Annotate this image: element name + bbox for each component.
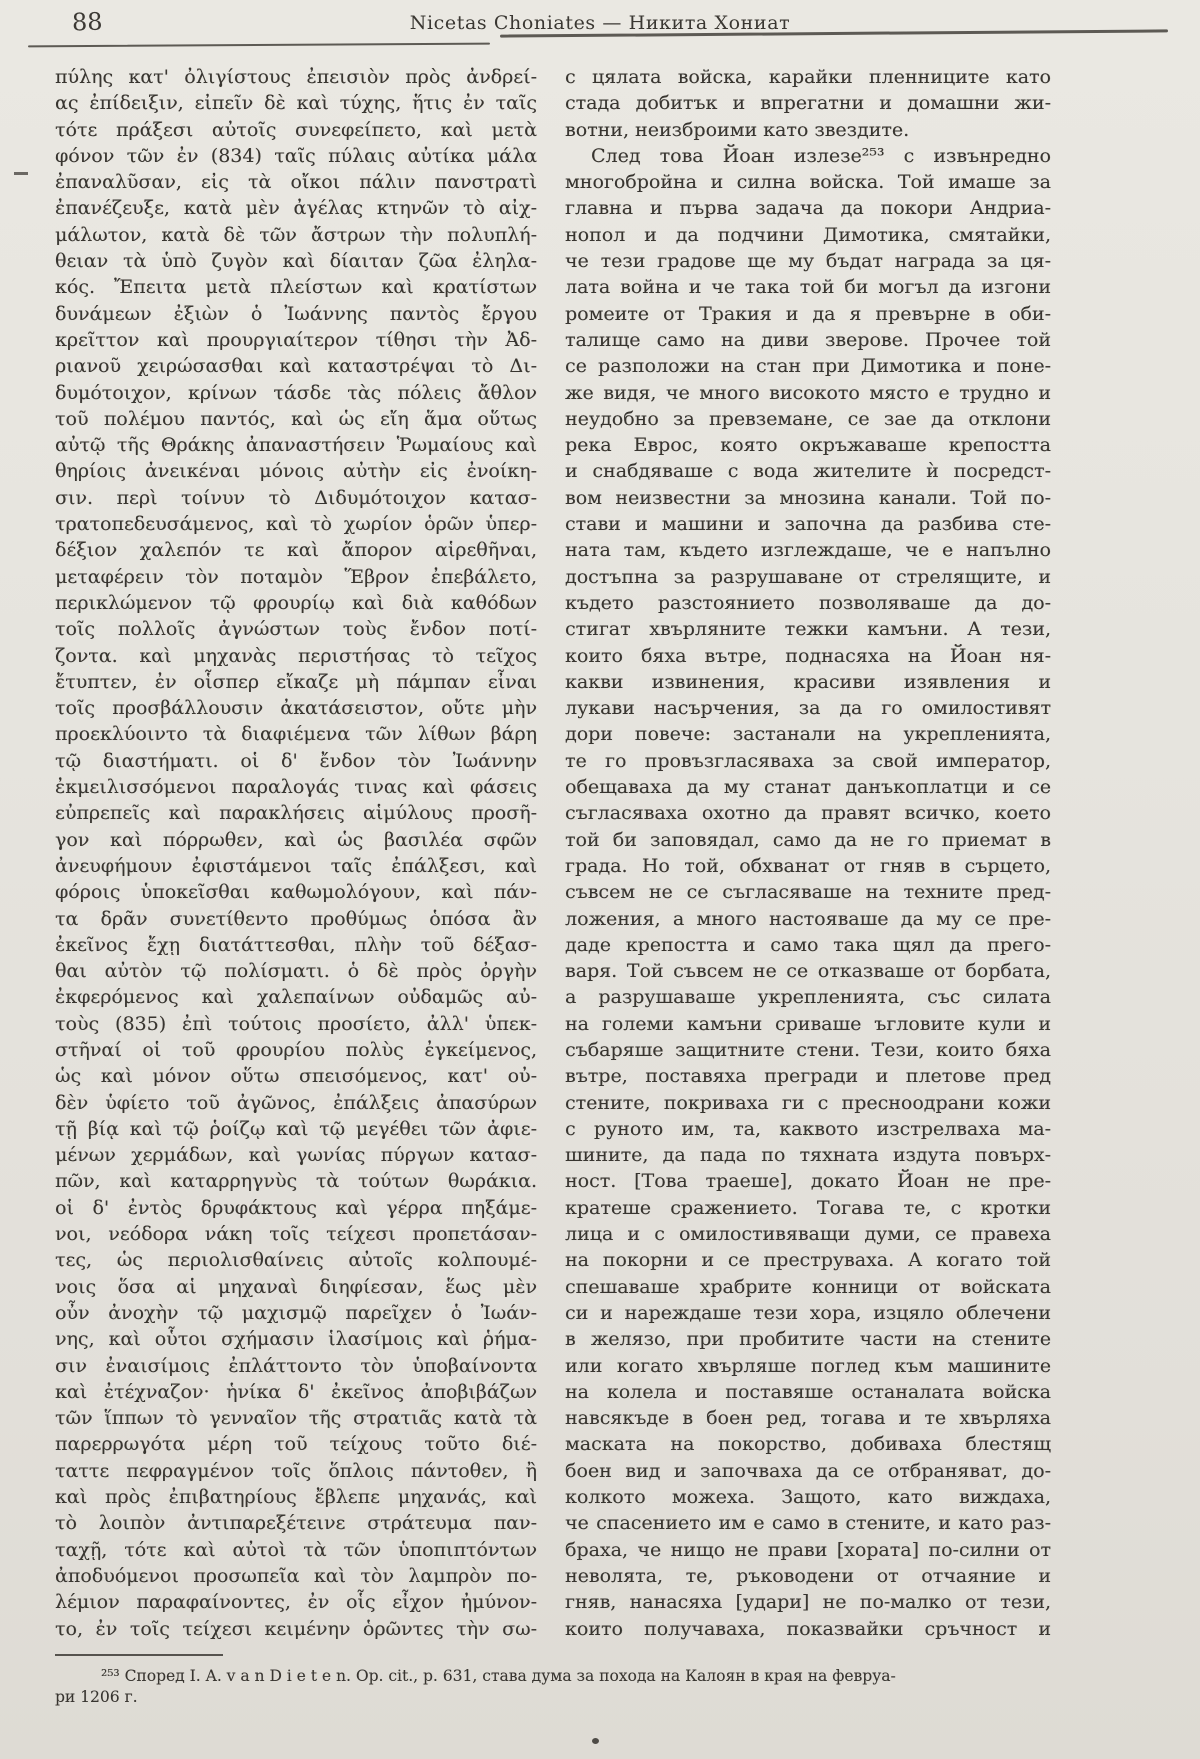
text-line: γον καὶ πόρρωθεν, καὶ ὡς βασιλέα σφῶν [55,828,537,851]
text-line: ταττε πεφραγμένον τοῖς ὅπλοις πάντοθεν, ἢ [55,1459,537,1482]
text-line: θηρίοις ἀνεικέναι μόνοις αὐτὴν εἰς ἐνοίκη- [55,460,537,483]
text-line: събаряше защитните стени. Тези, които бяха [565,1038,1051,1061]
text-line: παρερρωγότα μέρη τοῦ τείχους τοῦτο διέ- [55,1433,537,1456]
text-line: които бяха вътре, поднасяха на Йоан ня- [565,644,1051,667]
text-line: ριανοῦ χειρώσασθαι καὶ καταστρέψαι τὸ Δι- [55,355,537,378]
text-line: неудобно за превземане, се зае да отклони [565,407,1051,430]
text-line: вътре, поставяха прегради и плетове пред [565,1065,1051,1088]
text-line: ἀποδυόμενοι προσωπεῖα καὶ τὸν λαμπρὸν πο- [55,1564,537,1587]
text-line: в желязо, при пробитите части на стените [565,1328,1051,1351]
text-line: καὶ ἐτέχναζον· ἡνίκα δ' ἐκεῖνος ἀποβιβάζων [55,1380,537,1403]
text-line: δέξιον χαλεπόν τε καὶ ἄπορον αἱρεθῆναι, [55,539,537,562]
text-line: στῆναί οἱ τοῦ φρουρίου πολὺς ἐγκείμενος, [55,1038,537,1061]
text-line: ри 1206 г. [55,1688,138,1706]
text-line: си и нареждаше тези хора, изцяло облечени [565,1301,1051,1324]
text-line: стигат хвърляните тежки камъни. А тези, [565,618,1051,641]
text-line: οἱ δ' ἐντὸς δρυφάκτους καὶ γέρρα πηξάμε- [55,1196,537,1219]
text-line: τοῖς πολλοῖς ἀγνώστων τοὺς ἔνδον ποτί- [55,618,537,641]
text-line: кратеше сражението. Тогава те, с кротки [565,1196,1051,1219]
text-line: δὲν ὑφίετο τοῦ ἀγῶνος, ἐπάλξεις ἀπασύρων [55,1091,537,1114]
text-line: лата война и че така той би могъл да изгони [565,276,1051,299]
margin-dash-mark [14,172,28,175]
text-line: αὐτῷ τῆς Θράκης ἀπαναστήσειν Ῥωμαίους καὶ [55,434,537,457]
text-line: достъпна за разрушаване от стрелящите, и [565,565,1051,588]
text-line: νοι, νεόδορα νάκη τοῖς τείχεσι προπετάσαν- [55,1223,537,1246]
text-line: които получаваха, показвайки сръчност и [565,1617,1051,1640]
text-line: μένων χερμάδων, καὶ γωνίας πύργων κατασ- [55,1144,537,1167]
text-line: ромеите от Тракия и да я превърне в оби- [565,302,1051,325]
text-columns [55,64,1051,1642]
header-title: Nicetas Choniates — Никита Хониат [409,12,791,34]
text-line: и снабдяваше с вода жителите ѝ посредст- [565,460,1051,483]
page-number: 88 [71,7,104,37]
text-line: браха, че нищо не прави [хората] по-силни от [565,1538,1051,1561]
text-line: ложения, а много настояваше да му се пре- [565,907,1051,930]
text-line: че спасението им е само в стените, и като раз- [565,1512,1051,1535]
text-line: река Еврос, която окръжаваше крепостта [565,434,1051,457]
text-line: σιν ἐναισίμοις ἐπλάττοντο τὸν ὑποβαίνοντα [55,1354,537,1377]
text-line: даде крепостта и само така щял да прего- [565,933,1051,956]
text-line: маската на покорство, добиваха блестящ [565,1433,1051,1456]
greek-column [55,64,537,1642]
text-line: κρεῖττον καὶ προυργιαίτερον τίθησι τὴν Ἀδ- [55,328,537,351]
text-line: μάλωτον, κατὰ δὲ τῶν ἄστρων τὴν πολυπλή- [55,223,537,246]
text-line: шините, да пада по тяхната издута повърх- [565,1144,1051,1167]
text-line: же видя, че много високото място е трудно и [565,381,1051,404]
text-line: ἐπανέζευξε, κατὰ μὲν ἀγέλας κτηνῶν τὸ αἰχ- [55,197,537,220]
text-line: τῶν ἵππων τὸ γενναῖον τῆς στρατιᾶς κατὰ τὰ [55,1407,537,1430]
text-line: че тези градове ще му бъдат награда за ця- [565,250,1051,273]
text-line: града. Но той, обхванат от гняв в сърцето, [565,854,1051,877]
text-line: неволята, те, ръководени от отчаяние и [565,1564,1051,1587]
text-line: τῇ βίᾳ καὶ τῷ ῥοίζῳ καὶ τῷ μεγέθει τῶν ἀφιε- [55,1117,537,1140]
text-line: съгласяваха охотно да правят всичко, което [565,802,1051,825]
text-line: или когато хвърляше поглед към машините [565,1354,1051,1377]
text-line: а разрушаваше укрепленията, със силата [565,986,1051,1009]
text-line: λέμιον παραφαίνοντες, ἐν οἷς εἶχον ἠμύνον- [55,1591,537,1614]
text-line: обещаваха да му станат данъкоплатци и се [565,776,1051,799]
text-line: гняв, нанасяха [удари] не по-малко от тези, [565,1591,1051,1614]
text-line: φόροις ὑποκεῖσθαι καθωμολόγουν, καὶ πάν- [55,881,537,904]
text-line: с руното им, та, каквото изстрелваха ма- [565,1117,1051,1140]
text-line: какви извинения, красиви изявления и [565,670,1051,693]
text-line: θειαν τὰ ὑπὸ ζυγὸν καὶ δίαιταν ζῶα ἐληλα- [55,250,537,273]
text-line: лица и с омилостивяващи думи, се правеха [565,1223,1051,1246]
text-line: ²⁵³ Според I. A. v a n D i e t e n. Op. cit., p. 631, става дума за похода на Калоян в края на февруа- [101,1667,896,1685]
text-line: навсякъде в боен ред, тогава и те хвърляха [565,1407,1051,1430]
text-line: θαι αὐτὸν τῷ πολίσματι. ὁ δὲ πρὸς ὀργὴν [55,960,537,983]
text-line: τοῖς προσβάλλουσιν ἀκατάσειστον, οὔτε μὴν [55,697,537,720]
header-rule-left [28,43,490,48]
bottom-ornament-dot [592,1738,599,1744]
text-line: стада добитък и впрегатни и домашни жи- [565,92,1051,115]
text-line: лукави насърчения, за да го омилостивят [565,697,1051,720]
text-line: дори повече: застанали на укрепленията, [565,723,1051,746]
text-line: ἀνευφήμουν ἐφιστάμενοι ταῖς ἐπάλξεσι, καὶ [55,854,537,877]
bulgarian-column [565,64,1051,1642]
text-line: εὐπρεπεῖς καὶ παρακλήσεις αἱμύλους προσῆ- [55,802,537,825]
text-line: τῷ διαστήματι. οἱ δ' ἔνδον τὸν Ἰωάννην [55,749,537,772]
footnote-separator [55,1654,223,1656]
text-line: φόνον τῶν ἐν (834) ταῖς πύλαις αὐτίκα μάλα [55,144,537,167]
text-line: ας ἐπίδειξιν, εἰπεῖν δὲ καὶ τύχης, ἥτις ἐν ταῖς [55,92,537,115]
text-line: νοις ὅσα αἱ μηχαναὶ διηφίεσαν, ἕως μὲν [55,1275,537,1298]
text-line: спешаваше храбрите конници от войската [565,1275,1051,1298]
text-line: ἐκεῖνος ἔχῃ διατάττεσθαι, πλὴν τοῦ δέξασ- [55,933,537,956]
text-line: се разположи на стан при Димотика и поне- [565,355,1051,378]
text-line: главна и първа задача да покори Андриа- [565,197,1051,220]
text-line: ζοντα. καὶ μηχανὰς περιστήσας τὸ τεῖχος [55,644,537,667]
text-line: вотни, неизброими като звездите. [565,118,910,141]
text-line: ὡς καὶ μόνον οὕτω σπεισόμενος, κατ' οὐ- [55,1065,537,1088]
text-line: το, ἐν τοῖς τείχεσι κειμένην ὁρῶντες τὴν σω- [55,1617,537,1640]
text-line: След това Йоан излезе²⁵³ с извънредно [591,144,1051,167]
text-line: където разстоянието позволяваше да до- [565,591,1051,614]
text-line: τοὺς (835) ἐπὶ τούτοις προσίετο, ἀλλ' ὑπεκ- [55,1012,537,1035]
text-line: τοῦ πολέμου παντός, καὶ ὡς εἴη ἅμα οὕτως [55,407,537,430]
text-line: колкото можеха. Защото, като виждаха, [565,1486,1051,1509]
text-line: πῶν, καὶ καταρρηγνὺς τὰ τούτων θωράκια. [55,1170,537,1193]
text-line: стените, покриваха ги с пресноодрани кожи [565,1091,1051,1114]
text-line: многобройна и силна войска. Той имаше за [565,171,1051,194]
text-line: δυνάμεων ἐξιὼν ὁ Ἰωάννης παντὸς ἔργου [55,302,537,325]
text-line: ната там, където изглеждаше, че е напълно [565,539,1051,562]
text-line: ἐκφερόμενος καὶ χαλεπαίνων οὐδαμῶς αὐ- [55,986,537,1009]
text-line: νης, καὶ οὗτοι σχήμασιν ἱλασίμοις καὶ ῥήμα- [55,1328,537,1351]
text-line: той би заповядал, само да не го приемат в [565,828,1051,851]
text-line: ταχῇ, τότε καὶ αὐτοὶ τὰ τῶν ὑποπιπτόντων [55,1538,537,1561]
text-line: μεταφέρειν τὸν ποταμὸν Ἕβρον ἐπεβάλετο, [55,565,537,588]
text-line: стави и машини и започна да разбива сте- [565,513,1051,536]
text-line: на колела и поставяше останалата войска [565,1380,1051,1403]
text-line: σιν. περὶ τοίνυν τὸ Διδυμότοιχον κατασ- [55,486,537,509]
text-line: προεκλύοιντο τὰ διαφιέμενα τῶν λίθων βάρη [55,723,537,746]
text-line: нопол и да подчини Димотика, смятайки, [565,223,1051,246]
text-line: κός. Ἔπειτα μετὰ πλείστων καὶ κρατίστων [55,276,537,299]
text-line: вом неизвестни за мнозина канали. Той по- [565,486,1051,509]
text-line: δυμότοιχον, κρίνων τάσδε τὰς πόλεις ἄθλον [55,381,537,404]
text-line: талище само на диви зверове. Прочее той [565,328,1051,351]
text-line: съвсем не се съгласяваше на техните пред- [565,881,1051,904]
text-line: на покорни и се преструваха. А когато той [565,1249,1051,1272]
text-line: οὖν ἀνοχὴν τῷ μαχισμῷ παρεῖχεν ὁ Ἰωάν- [55,1301,537,1324]
text-line: с цялата войска, карайки пленниците като [565,66,1051,88]
text-line: τες, ὡς περιολισθαίνεις αὐτοῖς κολπουμέ- [55,1249,537,1272]
text-line: на големи камъни сриваше ъгловите кули и [565,1012,1051,1035]
footnote [55,1666,1157,1708]
text-line: τα δρᾶν συνετίθεντο προθύμως ὁπόσα ἂν [55,907,537,930]
text-line: πύλης κατ' ὀλιγίστους ἐπεισιὸν πρὸς ἀνδρεί- [55,66,537,88]
text-line: ἐπαναλῦσαν, εἰς τὰ οἴκοι πάλιν πανστρατὶ [55,171,537,194]
text-line: περικλώμενον τῷ φρουρίῳ καὶ διὰ καθόδων [55,591,537,614]
text-line: варя. Той съвсем не се отказваше от борбата, [565,960,1051,983]
text-line: τὸ λοιπὸν ἀντιπαρεξέτεινε στράτευμα παν- [55,1512,537,1535]
text-line: те го провъзгласяваха за свой император, [565,749,1051,772]
text-line: καὶ πρὸς ἐπιβατηρίους ἔβλεπε μηχανάς, καὶ [55,1486,537,1509]
text-line: ἔτυπτεν, ἐν οἷσπερ εἴκαζε μὴ πάμπαν εἶναι [55,670,537,693]
text-line: ност. [Това траеше], докато Йоан не пре- [565,1170,1051,1193]
text-line: боен вид и започваха да се отбраняват, до- [565,1459,1051,1482]
text-line: ἐκμειλισσόμενοι παραλογάς τινας καὶ φάσεις [55,776,537,799]
text-line: τότε πράξεσι αὐτοῖς συνεφείπετο, καὶ μετὰ [55,118,537,141]
text-line: τρατοπεδευσάμενος, καὶ τὸ χωρίον ὁρῶν ὑπερ- [55,513,537,536]
